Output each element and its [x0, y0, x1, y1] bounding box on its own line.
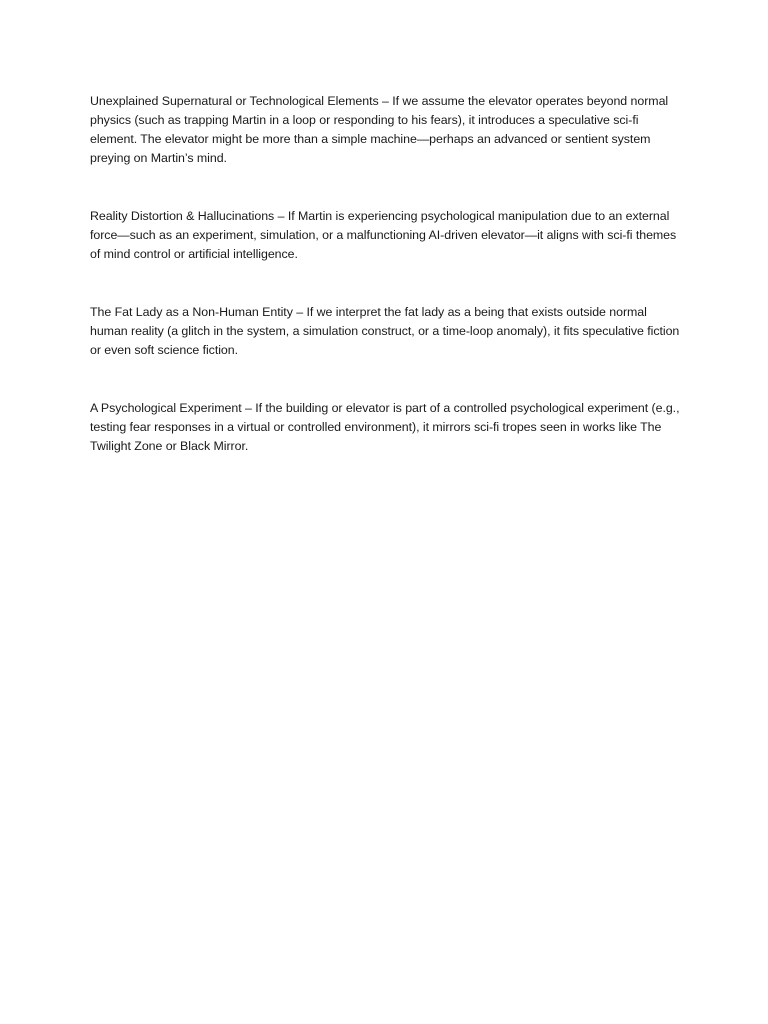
paragraph-reality-distortion: Reality Distortion & Hallucinations – If Martin is experiencing psychological manipulation due to an external force—such as an experiment, simulation, or a malfunctioning AI-driven elevator—it aligns with sci-fi themes of mind control or artificial intelligence.	[90, 209, 677, 261]
paragraph-psychological-experiment: A Psychological Experiment – If the building or elevator is part of a controlled psychological experiment (e.g., testing fear responses in a virtual or controlled environment), it mirrors sci-fi tropes seen in works like The Twilight Zone or Black Mirror.	[90, 401, 680, 453]
document-body	[90, 92, 682, 456]
paragraph-fat-lady-entity: The Fat Lady as a Non-Human Entity – If we interpret the fat lady as a being that exists outside normal human reality (a glitch in the system, a simulation construct, or a time-loop anomaly), it fits speculative fiction or even soft science fiction.	[90, 305, 680, 357]
paragraph-supernatural-elements: Unexplained Supernatural or Technological Elements – If we assume the elevator operates beyond normal physics (such as trapping Martin in a loop or responding to his fears), it introduces a speculative sci-fi element. The elevator might be more than a simple machine—perhaps an advanced or sentient system preying on Martin’s mind.	[90, 94, 669, 165]
